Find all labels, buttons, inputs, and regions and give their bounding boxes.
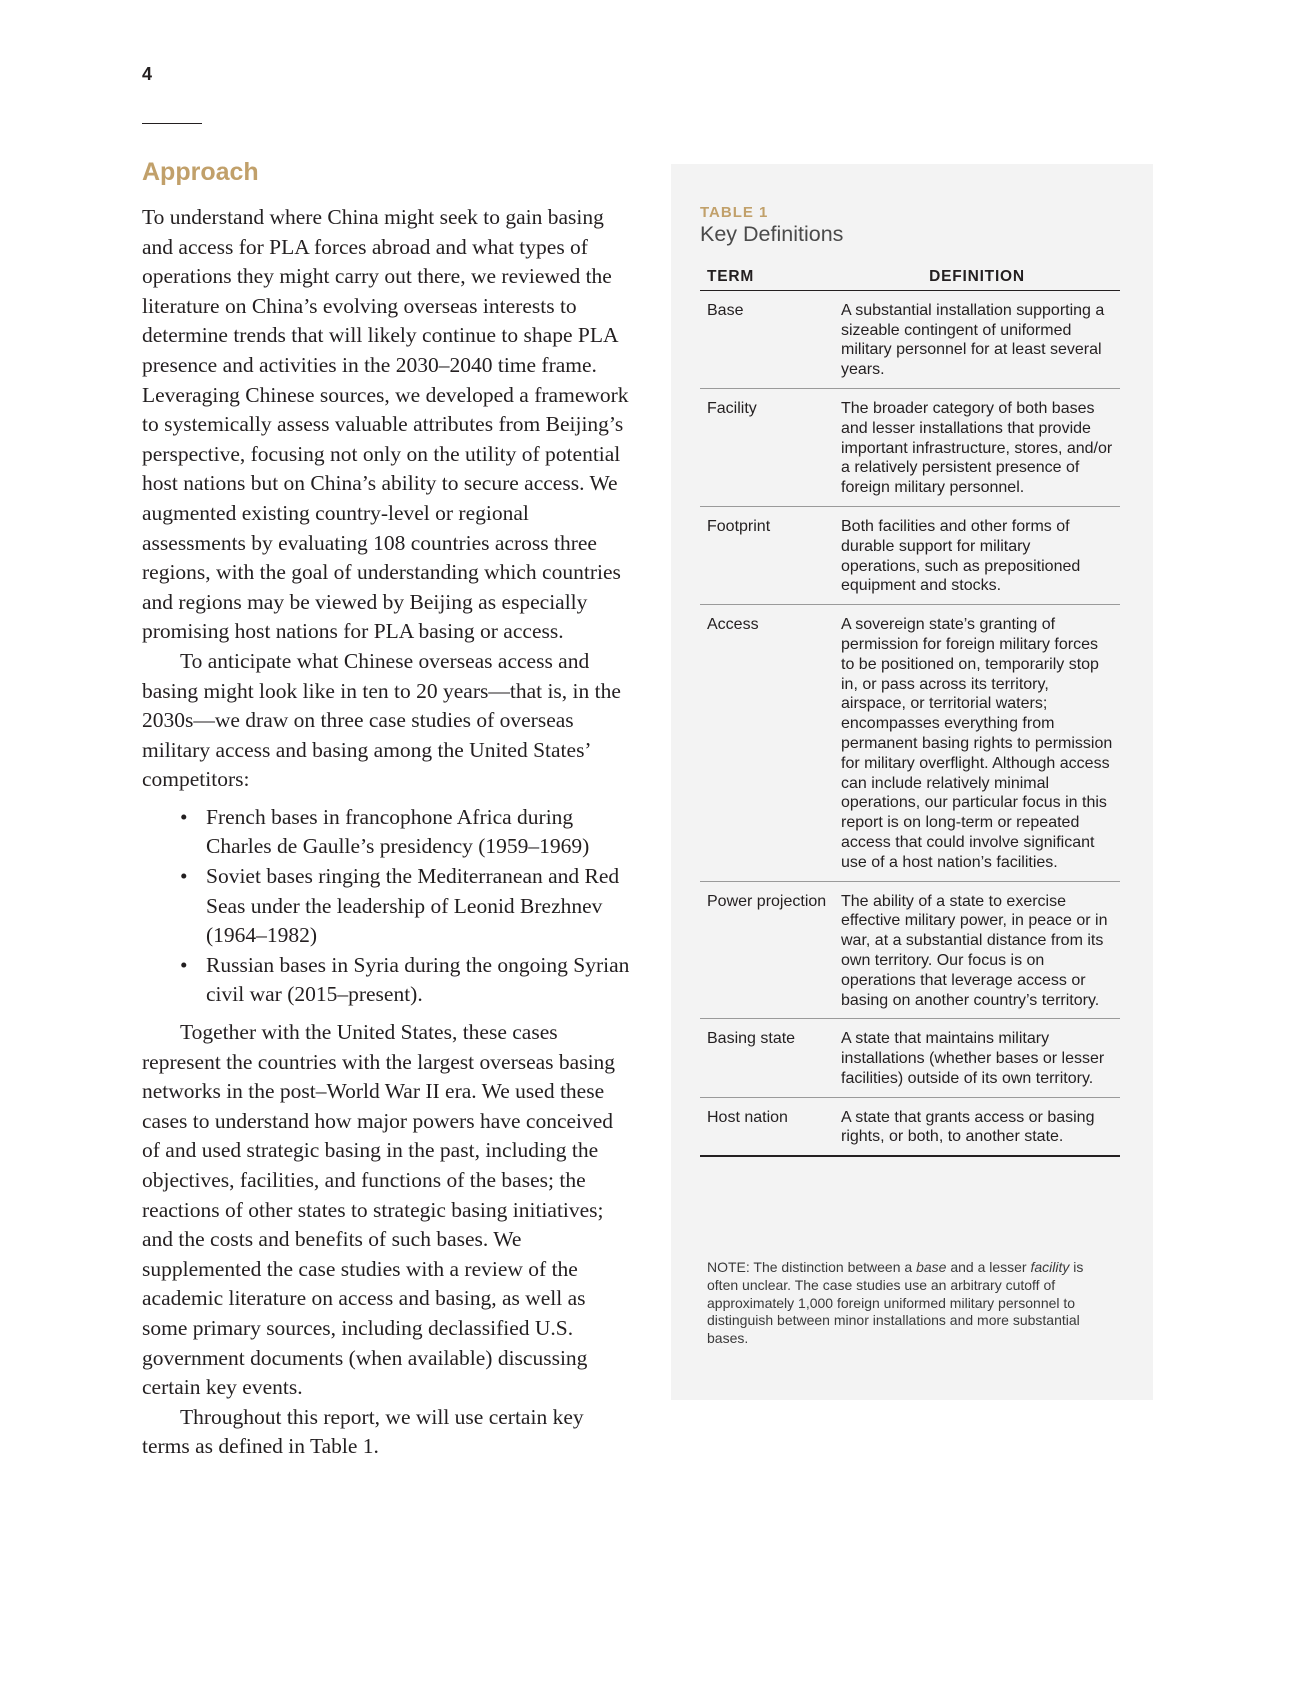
body-paragraph-2: To anticipate what Chinese overseas access and basing might look like in ten to 20 years—that is, in the 2030s—we draw on three case studies of overseas military access and basing among the United States’ competitors: <box>142 648 621 792</box>
table-sidebar <box>671 164 1153 1400</box>
column-header-definition: DEFINITION <box>834 261 1120 290</box>
table-row <box>700 290 1120 388</box>
table-row <box>700 1019 1120 1097</box>
definition-cell: A substantial installation supporting a sizeable contingent of uniformed military personnel for at least several years. <box>834 290 1120 388</box>
note-text-prefix: NOTE: The distinction between a <box>707 1259 917 1275</box>
table-header-row <box>700 261 1120 290</box>
body-paragraph-4: Throughout this report, we will use certain key terms as defined in Table 1. <box>142 1404 584 1459</box>
definition-cell: A state that grants access or basing rights, or both, to another state. <box>834 1097 1120 1156</box>
table-note <box>707 1259 1117 1348</box>
case-study-list <box>142 803 632 1010</box>
list-item: • Soviet bases ringing the Mediterranean and Red Seas under the leadership of Leonid Brezhnev (1964–1982) <box>206 862 632 951</box>
note-text-middle: and a lesser <box>946 1259 1031 1275</box>
definition-cell: A sovereign state’s granting of permission for foreign military forces to be positioned on, temporarily stop in, or pass across its territory, airspace, or territorial waters; encompasses everything from permanent basing rights to permission for military overflight. Although access can include relatively minimal operations, our particular focus in this report is on long-term or repeated access that could involve significant use of a host nation’s facilities. <box>834 605 1120 881</box>
body-text-column <box>142 203 632 1462</box>
note-term-facility: facility <box>1030 1259 1070 1275</box>
body-paragraph-1: To understand where China might seek to gain basing and access for PLA forces abroad and what types of operations they might carry out there, we reviewed the literature on China’s evolving overseas interests to determine trends that will likely continue to shape PLA presence and activities in the 2030–2040 time frame. Leveraging Chinese sources, we developed a framework to systemically assess valuable attributes from Beijing’s perspective, focusing not only on the utility of potential host nations but on China’s ability to secure access. We augmented existing country-level or regional assessments by evaluating 108 countries across three regions, with the goal of understanding which countries and regions may be viewed by Beijing as especially promising host nations for PLA basing or access. <box>142 205 629 644</box>
table-row <box>700 605 1120 881</box>
header-rule <box>142 123 202 124</box>
definition-cell: The ability of a state to exercise effective military power, in peace or in war, at a substantial distance from its own territory. Our focus is on operations that leverage access or basing on another country’s territory. <box>834 881 1120 1019</box>
body-paragraph-3: Together with the United States, these cases represent the countries with the largest overseas basing networks in the post–World War II era. We used these cases to understand how major powers have conceived of and used strategic basing in the past, including the objectives, facilities, and functions of the bases; the reactions of other states to strategic basing initiatives; and the costs and benefits of such bases. We supplemented the case studies with a review of the academic literature on access and basing, as well as some primary sources, including declassified U.S. government documents (when available) discussing certain key events. <box>142 1020 616 1400</box>
note-term-base: base <box>916 1259 947 1275</box>
table-row <box>700 388 1120 506</box>
note-text-suffix: is often unclear. The case studies use an arbitrary cutoff of approximately 1,000 foreign uniformed military personnel to distinguish between minor installations and more substantial bases. <box>707 1259 1084 1347</box>
page-number: 4 <box>142 64 153 84</box>
term-cell: Access <box>700 605 834 881</box>
term-cell: Facility <box>700 388 834 506</box>
term-cell: Footprint <box>700 506 834 604</box>
definitions-table <box>700 261 1120 1157</box>
list-item: • French bases in francophone Africa during Charles de Gaulle’s presidency (1959–1969) <box>206 803 632 862</box>
table-row <box>700 881 1120 1019</box>
column-header-term: TERM <box>700 261 834 290</box>
term-cell: Power projection <box>700 881 834 1019</box>
definition-cell: The broader category of both bases and lesser installations that provide important infrastructure, stores, and/or a relatively persistent presence of foreign military personnel. <box>834 388 1120 506</box>
term-cell: Basing state <box>700 1019 834 1097</box>
table-title: Key Definitions <box>700 222 844 246</box>
table-row <box>700 506 1120 604</box>
term-cell: Host nation <box>700 1097 834 1156</box>
definition-cell: A state that maintains military installations (whether bases or lesser facilities) outside of its own territory. <box>834 1019 1120 1097</box>
section-heading: Approach <box>142 158 259 186</box>
list-item: • Russian bases in Syria during the ongoing Syrian civil war (2015–present). <box>206 951 632 1010</box>
definition-cell: Both facilities and other forms of durable support for military operations, such as prepositioned equipment and stocks. <box>834 506 1120 604</box>
term-cell: Base <box>700 290 834 388</box>
table-row <box>700 1097 1120 1156</box>
table-label: TABLE 1 <box>700 204 769 221</box>
